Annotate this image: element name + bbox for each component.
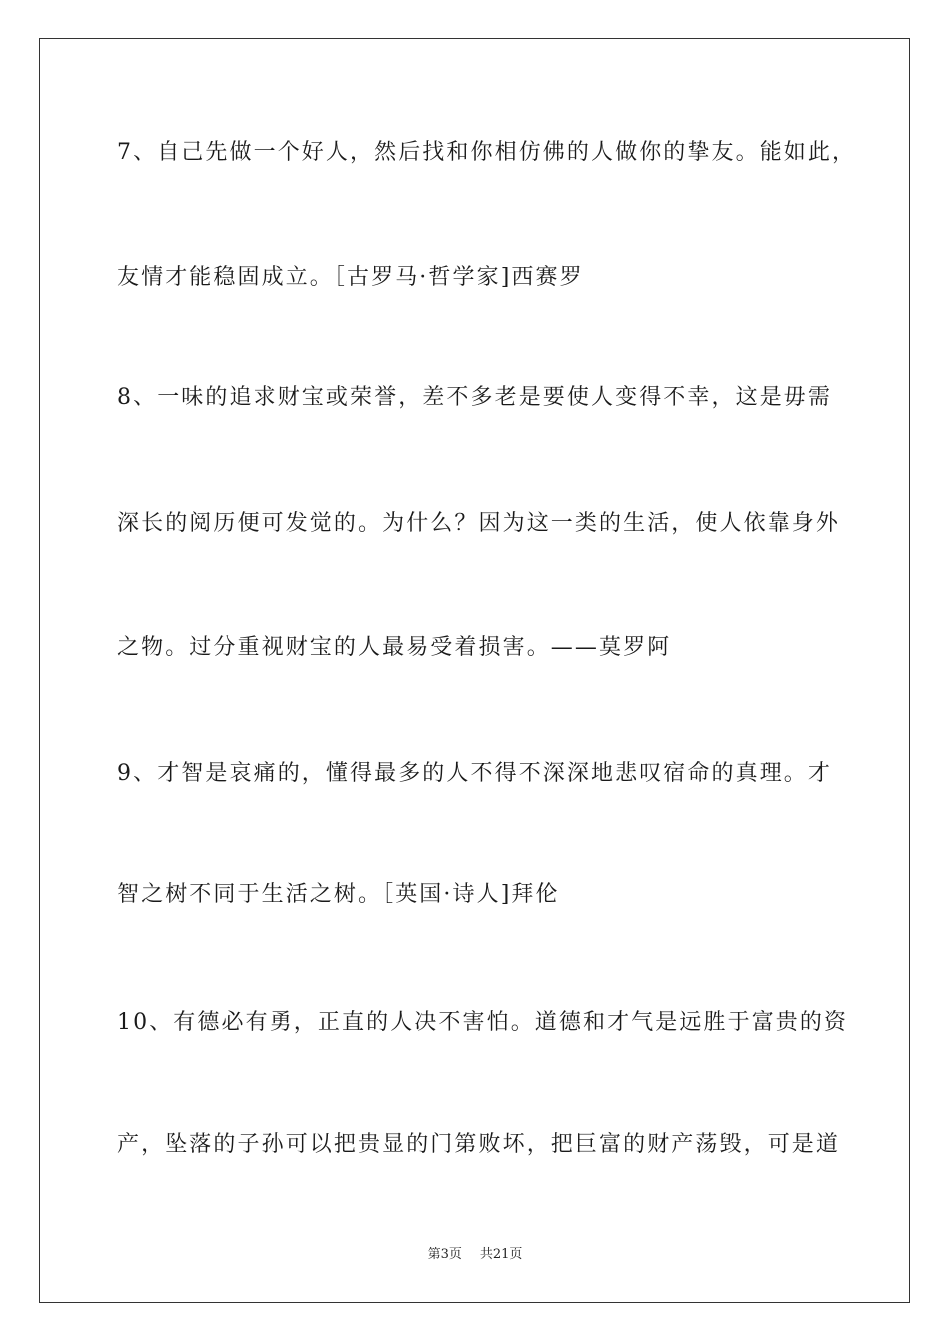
text-line: 10、有德必有勇，正直的人决不害怕。道德和才气是远胜于富贵的资 <box>117 1010 849 1035</box>
text-line: 8、一味的追求财宝或荣誉，差不多老是要使人变得不幸，这是毋需 <box>117 385 832 410</box>
page-border <box>39 38 910 1303</box>
page-total: 共21页 <box>479 1247 523 1262</box>
text-line: 深长的阅历便可发觉的。为什么？因为这一类的生活，使人依靠身外 <box>117 511 841 536</box>
text-line: 智之树不同于生活之树。［英国·诗人]拜伦 <box>117 882 560 907</box>
text-line: 产，坠落的子孙可以把贵显的门第败坏，把巨富的财产荡毁，可是道 <box>117 1132 841 1157</box>
page-number: 第3页 <box>427 1247 462 1262</box>
page-footer <box>0 1246 950 1264</box>
text-line: 9、才智是哀痛的，懂得最多的人不得不深深地悲叹宿命的真理。才 <box>117 761 832 786</box>
text-line: 友情才能稳固成立。［古罗马·哲学家]西赛罗 <box>117 265 584 290</box>
text-line: 7、自己先做一个好人，然后找和你相仿佛的人做你的挚友。能如此， <box>117 140 857 165</box>
text-line: 之物。过分重视财宝的人最易受着损害。——莫罗阿 <box>117 635 672 660</box>
